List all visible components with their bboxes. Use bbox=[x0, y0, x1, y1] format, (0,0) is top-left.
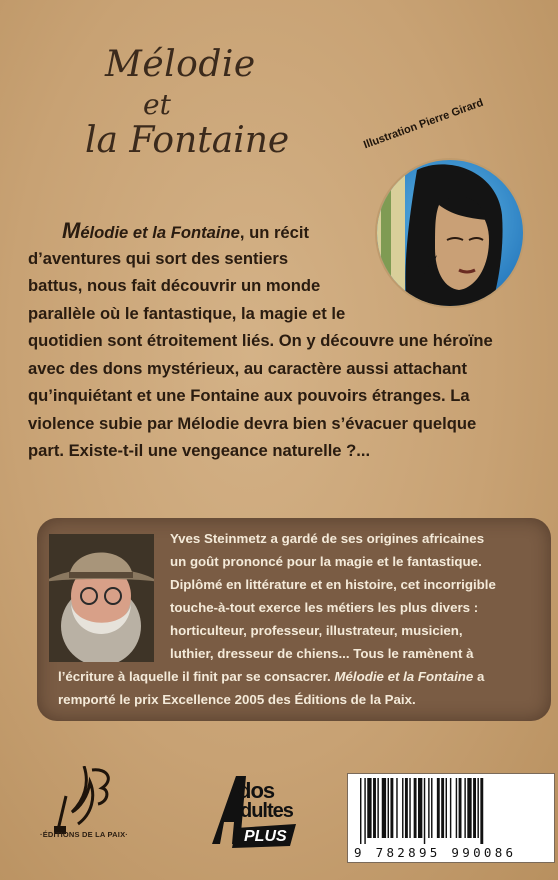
barcode-bar bbox=[473, 778, 476, 838]
barcode-bar bbox=[382, 778, 386, 838]
barcode-bar bbox=[388, 778, 389, 838]
title-line-2: et bbox=[143, 88, 171, 121]
blurb-line: parallèle où le fantastique, la magie et le bbox=[28, 303, 346, 323]
barcode-bar bbox=[418, 778, 422, 838]
collection-logo-plus: PLUS bbox=[244, 828, 287, 845]
author-photo bbox=[49, 534, 154, 662]
bio-line-text: l’écriture à laquelle il finit par se consacrer. bbox=[58, 669, 335, 684]
bio-line: Diplômé en littérature et en histoire, cet incorrigible bbox=[170, 577, 496, 592]
illustration-credit: Illustration Pierre Girard bbox=[362, 96, 486, 152]
blurb-line: avec des dons mystérieux, au caractère aussi attachant bbox=[28, 358, 468, 378]
barcode-bar bbox=[456, 778, 457, 838]
barcode-bar bbox=[446, 778, 447, 838]
blurb-title-mention: élodie et la Fontaine bbox=[80, 223, 240, 242]
barcode-bar bbox=[480, 778, 483, 844]
barcode-bar bbox=[450, 778, 451, 838]
isbn-barcode bbox=[347, 773, 555, 863]
blurb-line: part. Existe-t-il une vengeance naturelle ?... bbox=[28, 441, 371, 460]
title-line-3: la Fontaine bbox=[85, 120, 290, 161]
barcode-bar bbox=[373, 778, 376, 838]
blurb-line: quotidien sont étroitement liés. On y découvre une héroïne bbox=[28, 331, 493, 350]
bio-line: touche-à-tout exerce les métiers les plus divers : bbox=[170, 600, 479, 615]
barcode-bar bbox=[409, 778, 410, 838]
bio-line: horticulteur, professeur, illustrateur, musicien, bbox=[170, 623, 463, 638]
bio-line bbox=[58, 666, 484, 689]
isbn-number: 9 782895 990086 bbox=[354, 845, 517, 860]
blurb-line-rest: , un récit bbox=[239, 223, 309, 242]
barcode-bar bbox=[477, 778, 478, 838]
barcode-bar bbox=[431, 778, 432, 838]
blurb-line: battus, nous fait découvrir un monde bbox=[28, 276, 321, 295]
barcode-bar bbox=[428, 778, 429, 838]
bio-line: un goût prononcé pour la magie et le fantastique. bbox=[170, 554, 482, 569]
barcode-bar bbox=[405, 778, 408, 838]
collection-logo bbox=[206, 772, 306, 852]
heroine-illustration bbox=[375, 158, 525, 308]
blurb-lead-letter: M bbox=[62, 218, 81, 243]
barcode-bar bbox=[414, 778, 417, 838]
barcode-bar bbox=[360, 778, 361, 844]
barcode-bars bbox=[348, 778, 554, 848]
collection-logo-line1: dos bbox=[238, 778, 275, 803]
blurb-line: violence subie par Mélodie devra bien s’évacuer quelque bbox=[28, 413, 477, 433]
collection-logo-big-a bbox=[206, 772, 207, 773]
title-line-1: Mélodie bbox=[105, 44, 256, 85]
barcode-bar bbox=[367, 778, 371, 838]
bio-line: remporté le prix Excellence 2005 des Éditions de la Paix. bbox=[58, 692, 416, 707]
barcode-bar bbox=[364, 778, 365, 844]
barcode-bar bbox=[464, 778, 465, 838]
publisher-logo-quill-icon bbox=[44, 766, 132, 856]
barcode-bar bbox=[402, 778, 403, 838]
bio-line-text: a bbox=[473, 669, 485, 684]
blurb-line: qu’inquiétant et une Fontaine aux pouvoirs étranges. La bbox=[28, 386, 470, 405]
publisher-logo-text: ·ÉDITIONS DE LA PAIX· bbox=[40, 830, 128, 839]
barcode-bar bbox=[424, 778, 425, 844]
blurb-line: d’aventures qui sort des sentiers bbox=[28, 248, 289, 268]
bio-title-mention: Mélodie et la Fontaine bbox=[334, 669, 474, 684]
blurb-line bbox=[62, 217, 309, 247]
bio-line: Yves Steinmetz a gardé de ses origines africaines bbox=[170, 531, 485, 546]
barcode-bar bbox=[437, 778, 440, 838]
barcode-bar bbox=[459, 778, 462, 838]
bio-line: luthier, dresseur de chiens... Tous le ramènent à bbox=[170, 646, 474, 661]
barcode-bar bbox=[390, 778, 393, 838]
barcode-bar bbox=[467, 778, 471, 838]
barcode-bar bbox=[441, 778, 444, 838]
barcode-bar bbox=[396, 778, 397, 838]
barcode-bar bbox=[377, 778, 378, 838]
collection-logo-line2: dultes bbox=[240, 800, 293, 822]
